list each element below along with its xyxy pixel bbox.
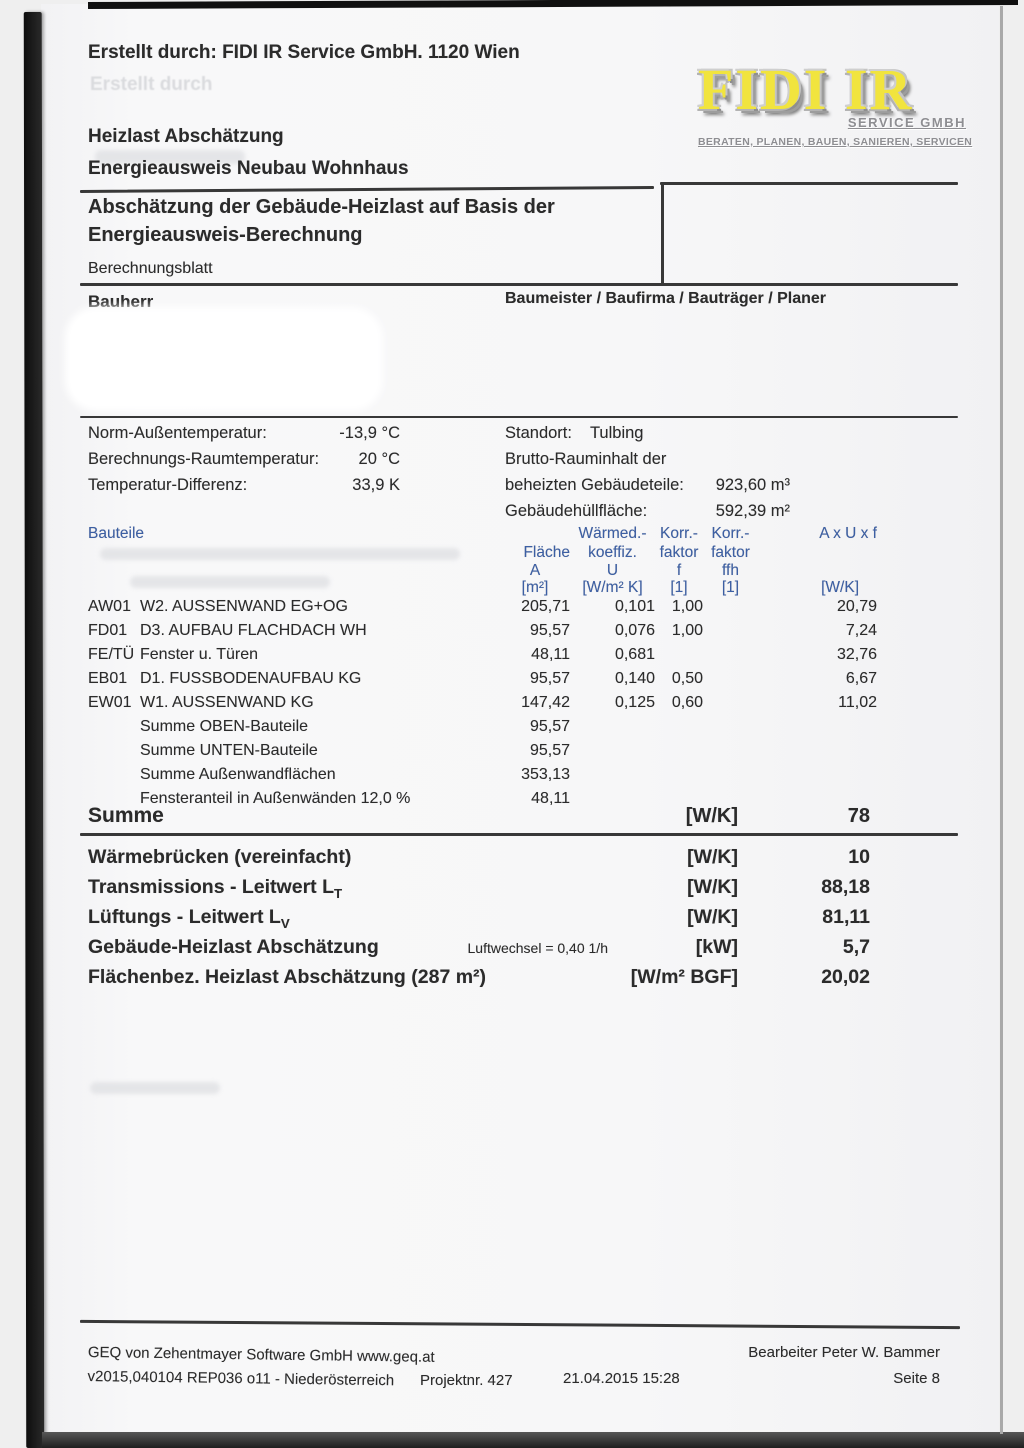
cell-axuxf: 32,76: [836, 646, 877, 663]
summe-unit: [W/K]: [685, 805, 738, 827]
rule-summe-bottom: [80, 833, 958, 836]
footer-left-block: [87, 1344, 434, 1390]
cell-flaeche: 48,11: [531, 646, 570, 663]
climate-value: -13,9 °C: [339, 424, 400, 442]
cell-axuxf: 6,67: [845, 670, 877, 687]
summary-label: [88, 936, 458, 961]
cell-flaeche: 147,42: [521, 694, 570, 711]
summary-unit: [W/K]: [687, 876, 738, 898]
col-header-korr1-line1: Korr.-: [660, 525, 698, 542]
summary-row: [88, 906, 870, 936]
volume-label: beheizten Gebäudeteile:: [505, 476, 684, 494]
cell-code: EW01: [88, 694, 132, 711]
cell-name: W1. AUSSENWAND KG: [140, 694, 314, 711]
summary-label-text: Gebäude-Heizlast Abschätzung: [88, 936, 379, 958]
rule-climate-top: [80, 416, 958, 418]
volume-value: 923,60 m³: [715, 476, 790, 494]
cell-flaeche: 95,57: [529, 718, 570, 735]
cell-name: D1. FUSSBODENAUFBAU KG: [140, 670, 362, 687]
col-symbol-a: [470, 562, 570, 596]
cell-flaeche: 95,57: [529, 622, 570, 639]
summary-label: [88, 876, 458, 901]
component-table-row: [88, 670, 877, 694]
cell-name: Summe UNTEN-Bauteile: [140, 742, 318, 759]
component-table-body: [88, 598, 877, 814]
unit-ffh: [1]: [721, 579, 740, 596]
summary-value: 5,7: [842, 936, 870, 958]
envelope-value: 592,39 m²: [715, 502, 790, 520]
summe-label: Summe: [88, 804, 164, 827]
col-header-korrfaktor-f: [655, 524, 703, 562]
component-table-row: [88, 598, 877, 622]
col-header-waermed-line2: koeffiz.: [588, 544, 637, 561]
cell-u-wert: 0,125: [614, 694, 655, 711]
summary-row: [88, 966, 870, 996]
summary-row: [88, 846, 870, 876]
col-unit-wk: [758, 562, 877, 596]
col-header-axuxf: A x U x f: [819, 525, 877, 542]
component-table-row: [88, 718, 877, 742]
cell-axuxf: 7,24: [845, 622, 877, 639]
footer-version-line: v2015,040104 REP036 o11 - Niederösterreich: [87, 1367, 395, 1390]
logo-wordmark: FIDI IR: [698, 57, 914, 122]
doc-heading-line1: Heizlast Abschätzung: [88, 126, 284, 147]
scan-edge-bottom: [42, 1432, 1024, 1448]
summary-note: Luftwechsel = 0,40 1/h: [467, 940, 608, 956]
symbol-u: U: [606, 562, 619, 579]
summary-label-subscript: T: [333, 885, 343, 901]
climate-label: Berechnungs-Raumtemperatur:: [88, 450, 320, 468]
col-header-bauteile: Bauteile: [88, 525, 145, 542]
doc-heading-line2: Energieausweis Neubau Wohnhaus: [88, 158, 409, 179]
footer-software-line: GEQ von Zehentmayer Software GmbH www.geq.at: [87, 1344, 435, 1366]
component-table-row: [88, 622, 877, 646]
climate-label: Norm-Außentemperatur:: [88, 424, 267, 442]
planer-header: Baumeister / Baufirma / Bauträger / Planer: [505, 290, 826, 307]
summary-unit: [W/K]: [687, 846, 738, 868]
col-symbol-f: [655, 562, 703, 596]
climate-row: [88, 476, 400, 502]
cell-flaeche: 95,57: [529, 742, 570, 759]
unit-f: [1]: [670, 579, 688, 596]
standort-value: Tulbing: [589, 424, 644, 442]
scan-edge-right: [1000, 6, 1003, 1434]
col-header-flaeche: Fläche: [523, 544, 570, 561]
symbol-f: f: [676, 562, 682, 579]
cell-axuxf: 20,79: [836, 598, 877, 615]
climate-row: [88, 424, 400, 450]
cell-u-wert: 0,101: [614, 598, 655, 615]
cell-flaeche: 95,57: [529, 670, 570, 687]
summary-label-text: Wärmebrücken (vereinfacht): [88, 846, 352, 868]
summary-value: 81,11: [822, 906, 870, 928]
sheet-type-label: Berechnungsblatt: [88, 260, 213, 277]
col-header-korr2-line2: faktor: [711, 544, 750, 561]
component-table-row: [88, 766, 877, 790]
cell-code: FD01: [88, 622, 128, 639]
bleedthrough-artifact: [100, 548, 460, 560]
company-logo: [698, 57, 973, 149]
standort-label: Standort:: [505, 424, 572, 442]
cell-name: Fenster u. Türen: [140, 646, 258, 663]
summary-value: 10: [848, 846, 870, 868]
cell-name: Summe Außenwandflächen: [140, 766, 336, 783]
redacted-bauherr-details: [70, 312, 378, 406]
cell-name: Fensteranteil in Außenwänden 12,0 %: [140, 790, 411, 807]
logo-service-line: SERVICE GMBH: [847, 115, 966, 131]
bleedthrough-ghost-text: Erstellt durch: [90, 74, 213, 95]
summary-label: [88, 966, 487, 991]
summary-label-text: Lüftungs - Leitwert L: [88, 906, 281, 928]
footer-project-number: Projektnr. 427: [420, 1372, 513, 1389]
scan-edge-left: [24, 12, 45, 1448]
cell-u-wert: 0,681: [614, 646, 655, 663]
summary-value: 20,02: [821, 966, 870, 988]
logo-tagline: BERATEN, PLANEN, BAUEN, SANIEREN, SERVICEN: [698, 136, 973, 149]
cell-u-wert: 0,140: [614, 670, 655, 687]
component-table-row: [88, 646, 877, 670]
rule-title-top-right: [660, 182, 958, 185]
title-block-line1: Abschätzung der Gebäude-Heizlast auf Basis der: [88, 196, 555, 218]
summe-value: 78: [847, 805, 870, 827]
col-header-korr1-line2: faktor: [659, 544, 699, 561]
climate-row: [88, 450, 400, 476]
summary-label: [88, 846, 458, 871]
created-by-line: Erstellt durch: FIDI IR Service GmbH. 1120 Wien: [88, 42, 520, 63]
climate-value: 20 °C: [358, 450, 400, 468]
summary-label-subscript: V: [280, 915, 290, 931]
summe-row: [88, 804, 870, 828]
cell-flaeche: 205,71: [521, 598, 570, 615]
col-symbol-ffh: [703, 562, 758, 596]
bauherr-header: Bauherr: [88, 292, 154, 311]
summary-unit: [W/K]: [687, 906, 738, 928]
summary-value: 88,18: [821, 876, 870, 898]
unit-wk: [W/K]: [821, 579, 859, 596]
climate-value: 33,9 K: [352, 476, 400, 494]
component-table-row: [88, 694, 877, 718]
cell-code: EB01: [88, 670, 128, 687]
title-block-line2: Energieausweis-Berechnung: [88, 224, 363, 246]
rule-title-bottom: [80, 283, 958, 286]
cell-flaeche: 48,11: [531, 790, 570, 807]
volume-intro: Brutto-Rauminhalt der: [505, 450, 667, 468]
cell-name: W2. AUSSENWAND EG+OG: [140, 598, 348, 615]
bleedthrough-artifact: [130, 576, 330, 588]
col-symbol-u: [570, 562, 655, 596]
cell-f-faktor: 1,00: [671, 598, 703, 615]
cell-code: AW01: [88, 598, 131, 615]
col-header-waermed-line1: Wärmed.-: [578, 525, 647, 542]
col-header-waermedurchgang: [570, 524, 655, 562]
bleedthrough-artifact: [90, 1082, 220, 1094]
cell-name: D3. AUFBAU FLACHDACH WH: [140, 622, 367, 639]
component-table-row: [88, 742, 877, 766]
symbol-a: A: [529, 562, 541, 579]
summary-unit: [kW]: [695, 936, 738, 958]
cell-u-wert: 0,076: [614, 622, 655, 639]
climate-label: Temperatur-Differenz:: [88, 476, 248, 494]
envelope-label: Gebäudehüllfläche:: [505, 502, 648, 520]
summary-label: [88, 906, 458, 931]
summary-unit: [W/m² BGF]: [630, 966, 738, 988]
rule-title-divider: [661, 184, 664, 284]
standort-line: [505, 424, 643, 443]
cell-f-faktor: 0,60: [671, 694, 703, 711]
summary-row: [88, 936, 870, 966]
footer-page-number: Seite 8: [893, 1370, 940, 1387]
col-header-korrfaktor-ffh: [703, 524, 758, 562]
summary-block: [88, 846, 870, 996]
summary-label-text: Transmissions - Leitwert L: [88, 876, 334, 898]
unit-u: [W/m² K]: [582, 579, 643, 596]
cell-f-faktor: 1,00: [671, 622, 703, 639]
summary-label-text: Flächenbez. Heizlast Abschätzung (287 m²): [88, 966, 487, 988]
footer-datetime: 21.04.2015 15:28: [563, 1370, 680, 1387]
cell-name: Summe OBEN-Bauteile: [140, 718, 309, 735]
col-header-korr2-line1: Korr.-: [711, 525, 750, 542]
footer-bearbeiter: Bearbeiter Peter W. Bammer: [748, 1344, 940, 1361]
unit-a: [m²]: [521, 579, 549, 596]
cell-f-faktor: 0,50: [671, 670, 703, 687]
climate-rows: [88, 424, 400, 502]
cell-axuxf: 11,02: [838, 694, 877, 711]
summary-row: [88, 876, 870, 906]
symbol-ffh: ffh: [722, 562, 739, 579]
cell-flaeche: 353,13: [521, 766, 570, 783]
cell-code: FE/TÜ: [88, 646, 135, 663]
